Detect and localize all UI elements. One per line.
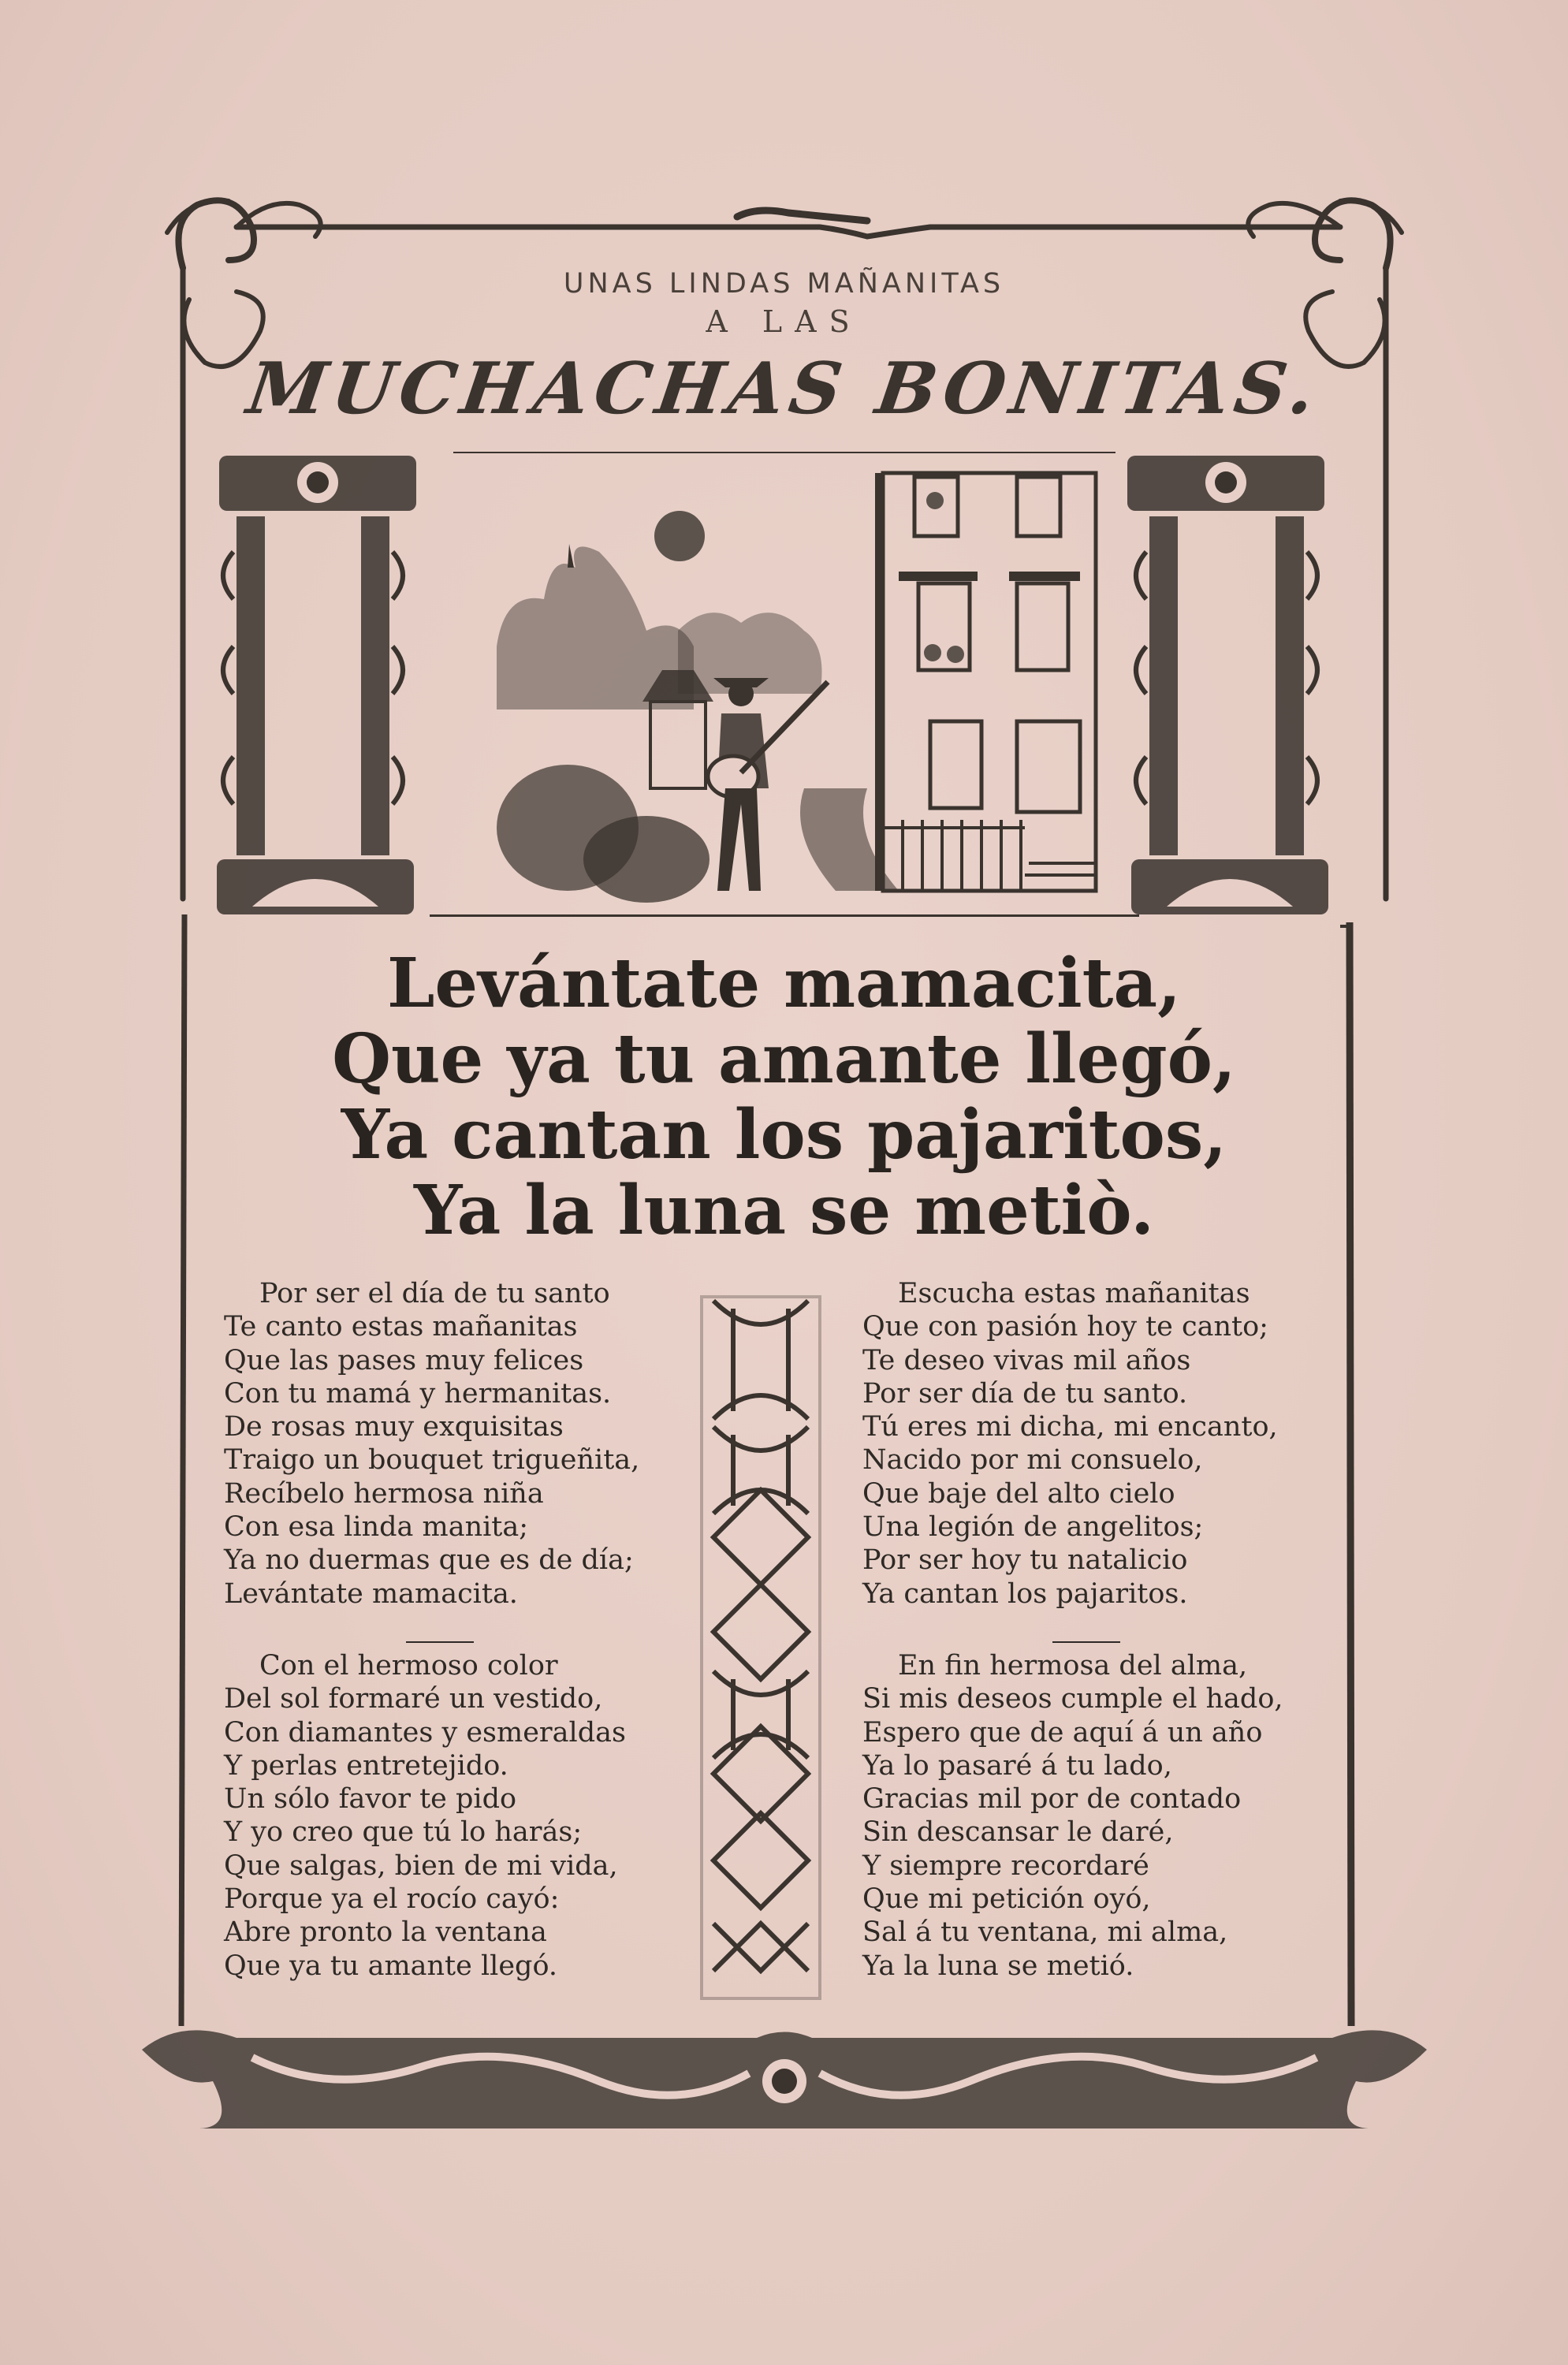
- illustration-rule: [430, 914, 1139, 917]
- verse-line: Que con pasión hoy te canto;: [862, 1311, 1268, 1343]
- verse-line: Un sólo favor te pido: [224, 1783, 517, 1816]
- verse-line: Sin descansar le daré,: [862, 1816, 1174, 1849]
- main-title: MUCHACHAS BONITAS.: [242, 347, 1326, 430]
- verse-line: Y perlas entretejido.: [224, 1749, 508, 1782]
- left-pillar-ornament: [217, 456, 416, 914]
- verse-line: Ya cantan los pajaritos.: [862, 1577, 1188, 1610]
- verse-line: Y yo creo que tú lo harás;: [224, 1816, 583, 1849]
- verse-line: Ya la luna se metió.: [862, 1950, 1134, 1982]
- verse-line: Abre pronto la ventana: [224, 1916, 547, 1949]
- verse-line: Tú eres mi dicha, mi encanto,: [862, 1411, 1278, 1443]
- verse-line: Por ser el día de tu santo: [259, 1278, 610, 1309]
- verse-line: Te canto estas mañanitas: [224, 1311, 578, 1343]
- verse-line: Te deseo vivas mil años: [862, 1344, 1191, 1376]
- bottom-ornament: [142, 2030, 1427, 2128]
- verse-line: Ya lo pasaré á tu lado,: [862, 1749, 1172, 1782]
- left-stanza-1: [224, 1277, 639, 1611]
- verse-line: Que ya tu amante llegó.: [224, 1950, 558, 1982]
- verse-line: Por ser hoy tu natalicio: [862, 1544, 1188, 1577]
- verse-line: Si mis deseos cumple el hado,: [862, 1683, 1283, 1715]
- serenade-illustration: [497, 473, 1096, 903]
- verse-line: Levántate mamacita.: [224, 1577, 518, 1610]
- right-stanza-1: [862, 1277, 1278, 1611]
- right-pillar-ornament: [1127, 456, 1328, 914]
- verse-line: Que salgas, bien de mi vida,: [224, 1849, 618, 1882]
- verse-line: Con el hermoso color: [259, 1650, 558, 1682]
- refrain-line: Ya la luna se metiò.: [413, 1171, 1155, 1250]
- subtitle-line-1: UNAS LINDAS MAÑANITAS: [563, 268, 1005, 300]
- verse-line: Recíbelo hermosa niña: [224, 1477, 544, 1510]
- refrain-line: Que ya tu amante llegó,: [332, 1019, 1236, 1099]
- center-knot-ornament: [702, 1297, 820, 1998]
- verse-line: Ya no duermas que es de día;: [224, 1544, 634, 1577]
- verse-line: Y siempre recordaré: [862, 1849, 1149, 1882]
- verse-line: Una legión de angelitos;: [862, 1511, 1204, 1544]
- verse-line: Gracias mil por de contado: [862, 1783, 1242, 1816]
- right-stanza-2: [862, 1649, 1283, 1983]
- refrain-line: Ya cantan los pajaritos,: [341, 1095, 1227, 1175]
- verse-line: Del sol formaré un vestido,: [224, 1683, 603, 1715]
- verse-line: Con tu mamá y hermanitas.: [224, 1377, 612, 1410]
- verse-line: Por ser día de tu santo.: [862, 1377, 1188, 1410]
- verse-line: Sal á tu ventana, mi alma,: [862, 1916, 1228, 1949]
- verse-line: Con diamantes y esmeraldas: [224, 1716, 626, 1749]
- verse-line: De rosas muy exquisitas: [224, 1411, 564, 1443]
- stanza-divider: [406, 1641, 474, 1643]
- left-stanza-2: [224, 1649, 626, 1983]
- subtitle-line-2: A LAS: [706, 304, 862, 339]
- verse-line: Espero que de aquí á un año: [862, 1716, 1263, 1749]
- verse-line: Porque ya el rocío cayó:: [224, 1883, 560, 1916]
- verse-line: Que mi petición oyó,: [862, 1883, 1151, 1916]
- verse-line: En fin hermosa del alma,: [898, 1650, 1248, 1682]
- title-rule: [453, 452, 1115, 453]
- verse-line: Nacido por mi consuelo,: [862, 1444, 1203, 1477]
- stanza-divider: [1052, 1641, 1120, 1643]
- verse-line: Que las pases muy felices: [224, 1344, 584, 1376]
- verse-line: Traigo un bouquet trigueñita,: [224, 1444, 640, 1477]
- moon-icon: [654, 511, 705, 561]
- refrain: [0, 946, 1568, 1249]
- verse-line: Que baje del alto cielo: [862, 1477, 1175, 1510]
- refrain-line: Levántate mamacita,: [386, 944, 1182, 1023]
- verse-line: Escucha estas mañanitas: [898, 1278, 1250, 1309]
- verse-line: Con esa linda manita;: [224, 1511, 529, 1544]
